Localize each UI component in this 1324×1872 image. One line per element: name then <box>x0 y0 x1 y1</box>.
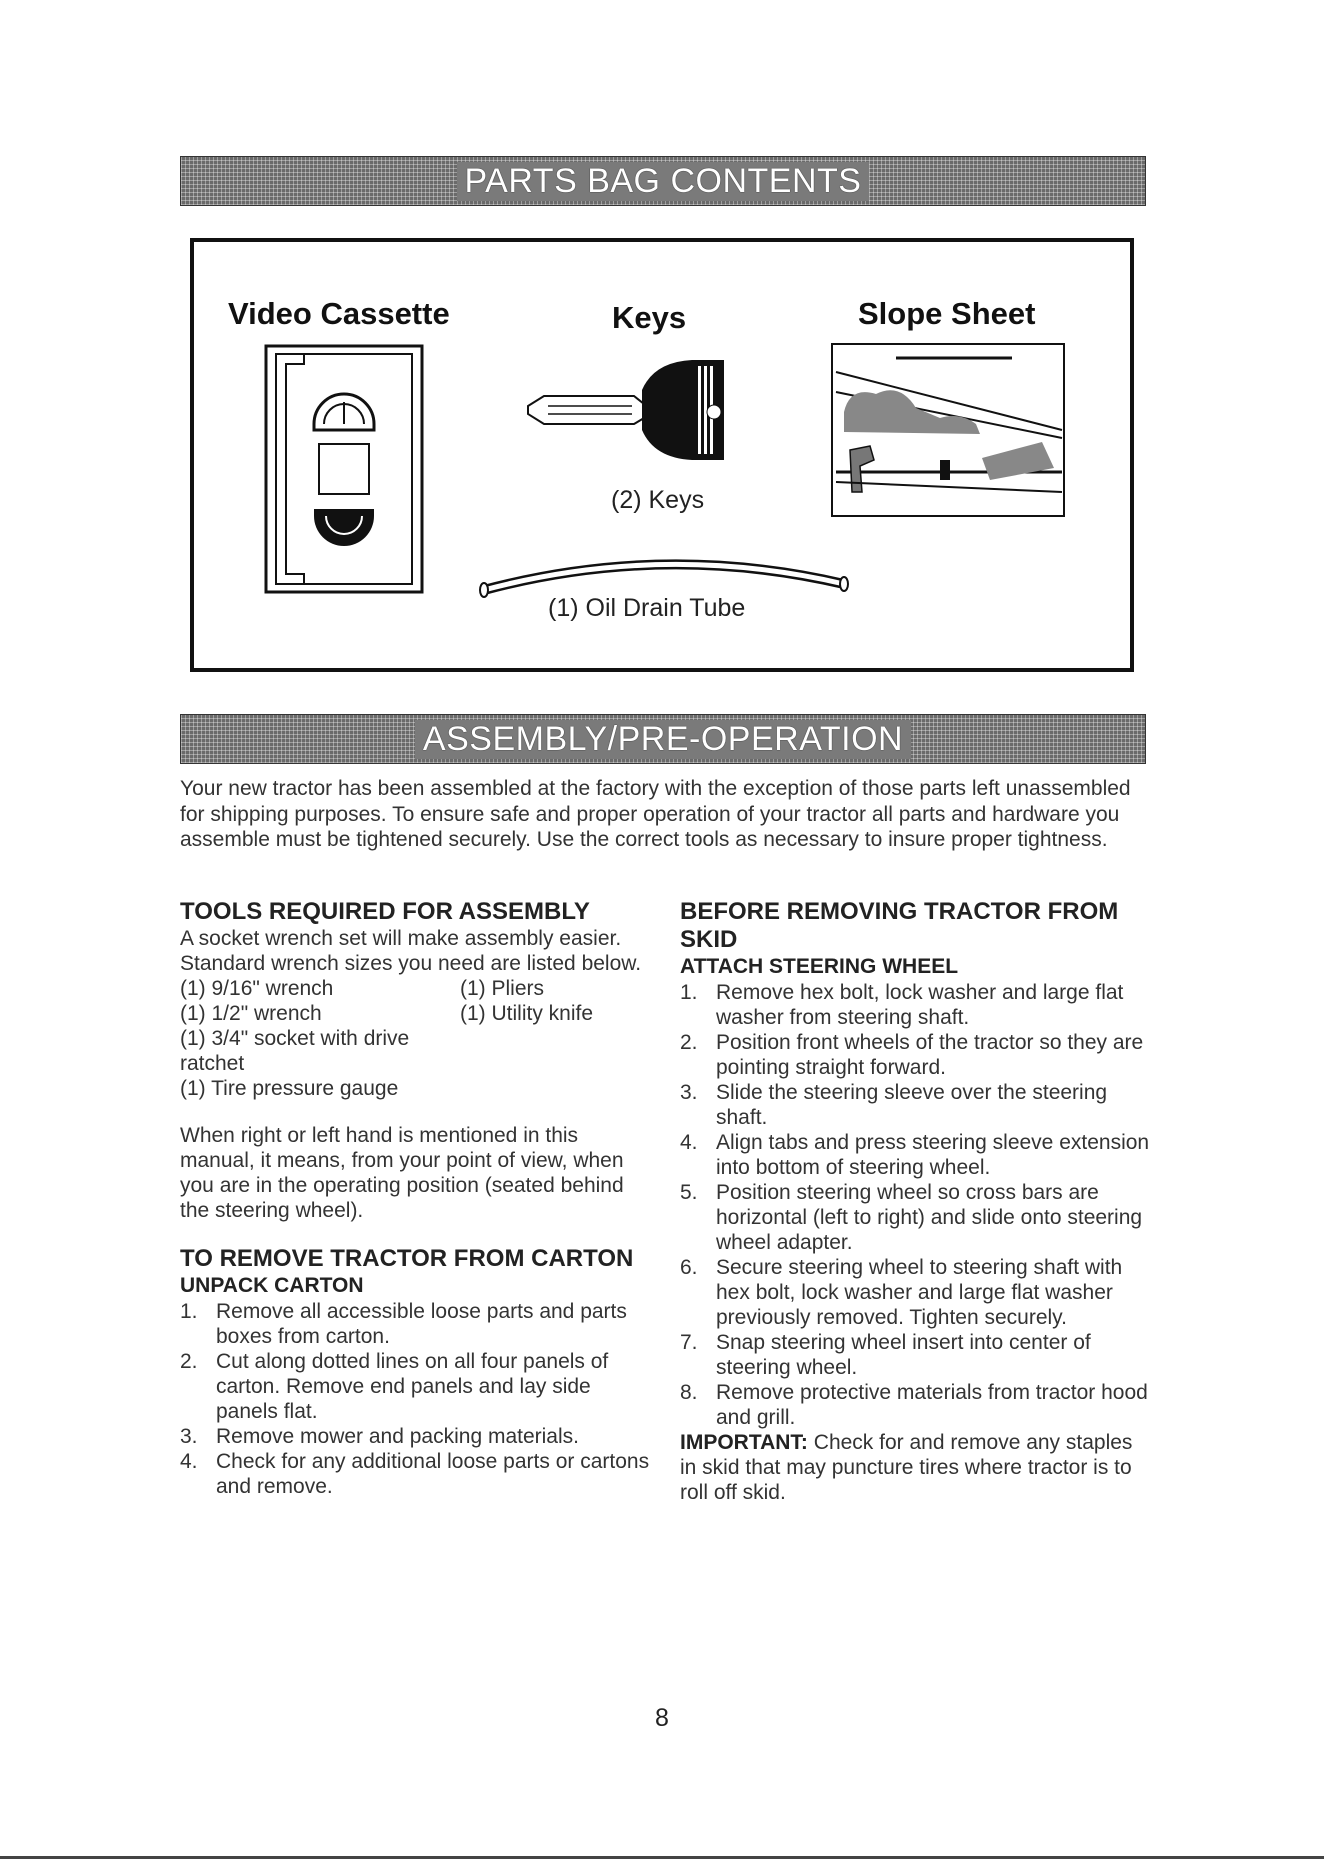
list-item: 4. Align tabs and press steering sleeve extension into bottom of steering wheel. <box>680 1131 1150 1179</box>
step-text: Align tabs and press steering sleeve extension into bottom of steering wheel. <box>716 1131 1150 1179</box>
step-text: Secure steering wheel to steering shaft with hex bolt, lock washer and large flat washer previously removed. Tighten securely. <box>716 1256 1123 1329</box>
step-text: Remove protective materials from tractor hood and grill. <box>716 1381 1148 1429</box>
oil-drain-tube-icon <box>474 542 854 602</box>
attach-steering-wheel-subheading: ATTACH STEERING WHEEL <box>680 955 959 978</box>
hand-note: When right or left hand is mentioned in this manual, it means, from your point of view, when you are in the operating position (seated behind the steering wheel). <box>180 1124 624 1222</box>
keys-caption: (2) Keys <box>611 486 705 514</box>
tools-heading: TOOLS REQUIRED FOR ASSEMBLY <box>180 898 590 925</box>
carton-steps <box>180 1299 650 1499</box>
keys-title: Keys <box>612 300 687 335</box>
step-text: Position front wheels of the tractor so they are pointing straight forward. <box>716 1031 1144 1079</box>
list-item: 4. Check for any additional loose parts or cartons and remove. <box>180 1450 650 1498</box>
skid-heading: BEFORE REMOVING TRACTOR FROM SKID <box>680 898 1119 953</box>
step-text: Cut along dotted lines on all four panels of carton. Remove end panels and lay side panels flat. <box>216 1350 609 1423</box>
unpack-carton-subheading: UNPACK CARTON <box>180 1274 364 1297</box>
video-cassette-title: Video Cassette <box>228 296 450 331</box>
oil-drain-tube-caption: (1) Oil Drain Tube <box>548 594 746 622</box>
slope-sheet-icon <box>830 342 1066 518</box>
important-note <box>680 1430 1150 1505</box>
tools-list <box>180 976 650 1101</box>
parts-bag-banner-text: PARTS BAG CONTENTS <box>457 162 870 201</box>
keys-icon <box>524 360 724 460</box>
tool-item <box>460 1026 650 1076</box>
tool-item: (1) 3/4" socket with drive ratchet <box>180 1027 410 1075</box>
bottom-divider <box>0 1856 1324 1859</box>
parts-bag-contents-box <box>190 238 1134 672</box>
tool-item <box>460 1076 650 1101</box>
list-item: 5. Position steering wheel so cross bars are horizontal (left to right) and slide onto steering wheel adapter. <box>680 1181 1143 1254</box>
left-column <box>180 898 650 1499</box>
step-text: Check for any additional loose parts or cartons and remove. <box>216 1450 650 1498</box>
video-cassette-icon <box>264 344 424 594</box>
list-item: 2. Cut along dotted lines on all four panels of carton. Remove end panels and lay side panels flat. <box>180 1350 609 1423</box>
important-text: Check for and remove any staples in skid that may puncture tires where tractor is to roll off skid. <box>680 1431 1133 1504</box>
important-label: IMPORTANT: <box>680 1431 808 1454</box>
list-item: 6. Secure steering wheel to steering shaft with hex bolt, lock washer and large flat washer previously removed. Tighten securely. <box>680 1256 1123 1329</box>
parts-bag-banner <box>180 156 1146 206</box>
list-item: 3. Remove mower and packing materials. <box>180 1425 579 1448</box>
carton-heading: TO REMOVE TRACTOR FROM CARTON <box>180 1245 634 1272</box>
list-item: 3. Slide the steering sleeve over the steering shaft. <box>680 1081 1108 1129</box>
assembly-pre-operation-banner <box>180 714 1146 764</box>
tools-text: A socket wrench set will make assembly easier. Standard wrench sizes you need are listed below. <box>180 927 642 975</box>
list-item: 8. Remove protective materials from tractor hood and grill. <box>680 1381 1148 1429</box>
page-number: 8 <box>655 1704 669 1732</box>
step-text: Remove mower and packing materials. <box>216 1425 579 1448</box>
step-text: Slide the steering sleeve over the steering shaft. <box>716 1081 1108 1129</box>
list-item: 1. Remove all accessible loose parts and parts boxes from carton. <box>180 1300 627 1348</box>
assembly-banner-text: ASSEMBLY/PRE-OPERATION <box>415 720 911 759</box>
step-text: Snap steering wheel insert into center of steering wheel. <box>716 1331 1091 1379</box>
step-text: Remove hex bolt, lock washer and large flat washer from steering shaft. <box>716 981 1124 1029</box>
list-item: 2. Position front wheels of the tractor so they are pointing straight forward. <box>680 1031 1144 1079</box>
tool-item: (1) 9/16" wrench <box>180 977 334 1000</box>
list-item: 7. Snap steering wheel insert into center of steering wheel. <box>680 1331 1091 1379</box>
tool-item: (1) Pliers <box>460 977 545 1000</box>
slope-sheet-title: Slope Sheet <box>858 296 1036 331</box>
right-column <box>680 898 1150 1505</box>
step-text: Remove all accessible loose parts and parts boxes from carton. <box>216 1300 627 1348</box>
tool-item: (1) Tire pressure gauge <box>180 1077 399 1100</box>
skid-steps <box>680 980 1150 1430</box>
tool-item: (1) Utility knife <box>460 1002 594 1025</box>
intro-paragraph: Your new tractor has been assembled at the factory with the exception of those parts left unassembled for shipping purposes. To ensure safe and proper operation of your tractor all parts and hardware you assemble must be tightened securely. Use the correct tools as necessary to insure proper tightness. <box>180 777 1131 851</box>
list-item: 1. Remove hex bolt, lock washer and large flat washer from steering shaft. <box>680 981 1124 1029</box>
tool-item: (1) 1/2" wrench <box>180 1002 322 1025</box>
step-text: Position steering wheel so cross bars are horizontal (left to right) and slide onto steering wheel adapter. <box>716 1181 1143 1254</box>
